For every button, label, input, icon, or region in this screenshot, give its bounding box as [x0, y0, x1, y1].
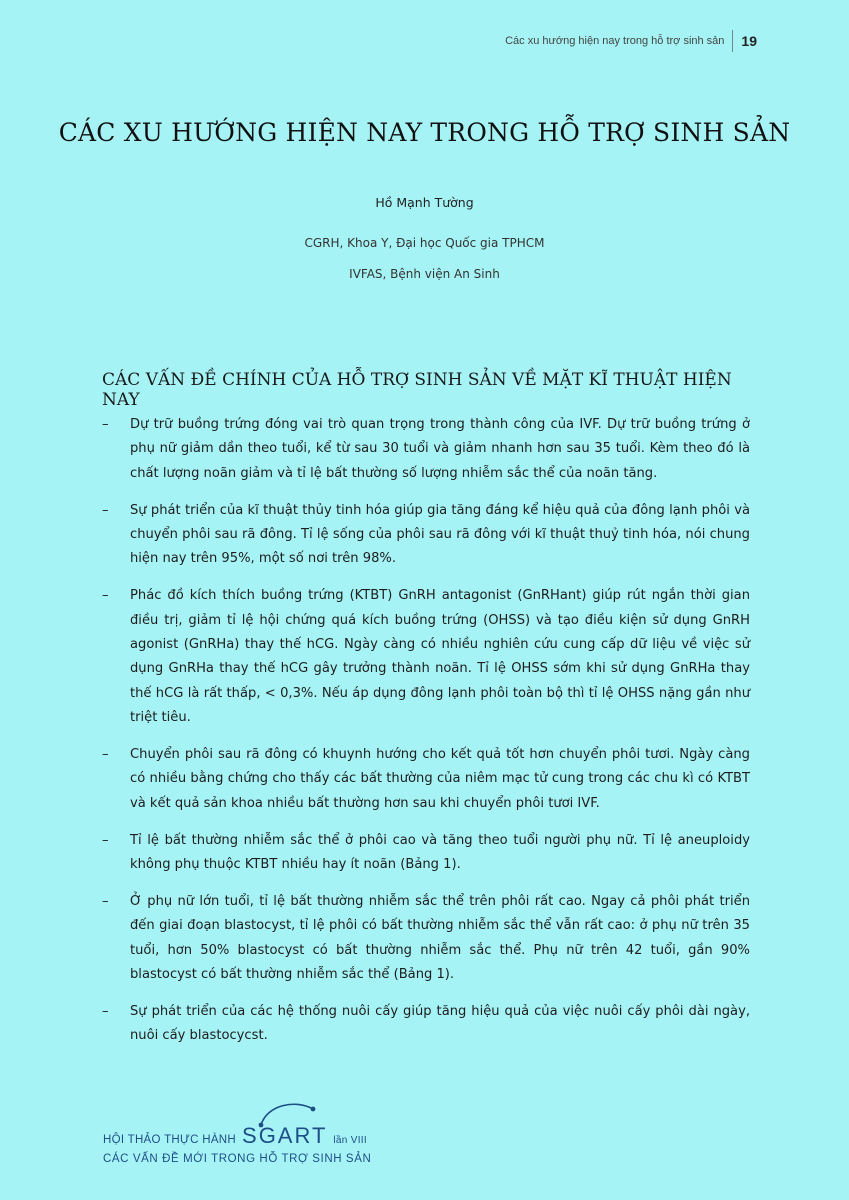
bullet-text: Sự phát triển của các hệ thống nuôi cấy giúp tăng hiệu quả của việc nuôi cấy phôi dài ngày, nuôi cấy blastocycst.	[130, 1003, 750, 1044]
bullet-item	[102, 743, 750, 816]
footer-subtitle: CÁC VẤN ĐỀ MỚI TRONG HỖ TRỢ SINH SẢN	[103, 1153, 372, 1165]
dash-marker: –	[102, 832, 109, 848]
author-name: Hồ Mạnh Tường	[375, 195, 474, 210]
dash-marker: –	[102, 502, 109, 518]
bullet-item	[102, 584, 750, 730]
bullet-text: Sự phát triển của kĩ thuật thủy tinh hóa giúp gia tăng đáng kể hiệu quả của đông lạnh phôi và chuyển phôi sau rã đông. Tỉ lệ sống của phôi sau rã đông với kĩ thuật thuỷ tinh hóa, nói chung hiện nay trên 95%, một số nơi trên 98%.	[130, 502, 750, 567]
bullet-text: Phác đồ kích thích buồng trứng (KTBT) GnRH antagonist (GnRHant) giúp rút ngắn thời gian điều trị, giảm tỉ lệ hội chứng quá kích buồng trứng (OHSS) và tạo điều kiện sử dụng GnRH agonist (GnRHa) thay thế hCG. Ngày càng có nhiều nghiên cứu cung cấp dữ liệu về việc sử dụng GnRHa thay thế hCG gây trưởng thành noãn. Tỉ lệ OHSS sớm khi sử dụng GnRHa thay thế hCG là rất thấp, < 0,3%. Nếu áp dụng đông lạnh phôi toàn bộ thì tỉ lệ OHSS nặng gần như triệt tiêu.	[130, 588, 750, 726]
bullet-item	[102, 829, 750, 878]
conference-prefix: HỘI THẢO THỰC HÀNH	[103, 1134, 237, 1146]
bullet-text: Dự trữ buồng trứng đóng vai trò quan trọng trong thành công của IVF. Dự trữ buồng trứng ở phụ nữ giảm dần theo tuổi, kể từ sau 30 tuổi và giảm nhanh hơn sau 35 tuổi. Kèm theo đó là chất lượng noãn giảm và tỉ lệ bất thường số lượng nhiễm sắc thể của noãn tăng.	[130, 417, 750, 481]
brand-logo-text: SGART	[242, 1123, 328, 1148]
running-header	[505, 30, 757, 52]
dash-marker: –	[102, 747, 109, 763]
affiliation-1: CGRH, Khoa Y, Đại học Quốc gia TPHCM	[304, 236, 545, 250]
bullet-item	[102, 890, 750, 988]
dash-marker: –	[102, 417, 109, 432]
page-number: 19	[741, 33, 757, 49]
bullet-text: Ở phụ nữ lớn tuổi, tỉ lệ bất thường nhiễm sắc thể trên phôi rất cao. Ngay cả phôi phát triển đến giai đoạn blastocyst, tỉ lệ phôi có bất thường nhiễm sắc thể vẫn rất cao: ở phụ nữ trên 35 tuổi, hơn 50% blastocyst có bất thường nhiễm sắc thể. Phụ nữ trên 42 tuổi, gần 90% blastocyst có bất thường nhiễm sắc thể (Bảng 1).	[130, 893, 750, 983]
bullet-text: Tỉ lệ bất thường nhiễm sắc thể ở phôi cao và tăng theo tuổi người phụ nữ. Tỉ lệ aneuploidy không phụ thuộc KTBT nhiều hay ít noãn (Bảng 1).	[130, 832, 750, 873]
dash-marker: –	[102, 1003, 109, 1019]
section-title: CÁC VẤN ĐỀ CHÍNH CỦA HỖ TRỢ SINH SẢN VỀ MẶT KĨ THUẬT HIỆN NAY	[102, 370, 732, 410]
conference-footer	[103, 1105, 423, 1175]
article-title: CÁC XU HƯỚNG HIỆN NAY TRONG HỖ TRỢ SINH SẢN	[58, 118, 791, 147]
bullet-item	[102, 499, 750, 572]
bullet-item	[102, 413, 750, 486]
bullet-list	[102, 413, 750, 1061]
bullet-text: Chuyển phôi sau rã đông có khuynh hướng cho kết quả tốt hơn chuyển phôi tươi. Ngày càng có nhiều bằng chứng cho thấy các bất thường của niêm mạc tử cung trong các chu kì có KTBT và kết quả sản khoa nhiều bất thường hơn sau khi chuyển phôi tươi IVF.	[130, 747, 750, 811]
dash-marker: –	[102, 893, 109, 909]
running-title: Các xu hướng hiện nay trong hỗ trợ sinh sản	[505, 35, 725, 47]
dash-marker: –	[102, 588, 109, 604]
bullet-item	[102, 1000, 750, 1049]
affiliation-2: IVFAS, Bệnh viện An Sinh	[349, 267, 500, 281]
edition-label: lần VIII	[333, 1135, 367, 1146]
footer-line-1	[103, 1123, 367, 1149]
